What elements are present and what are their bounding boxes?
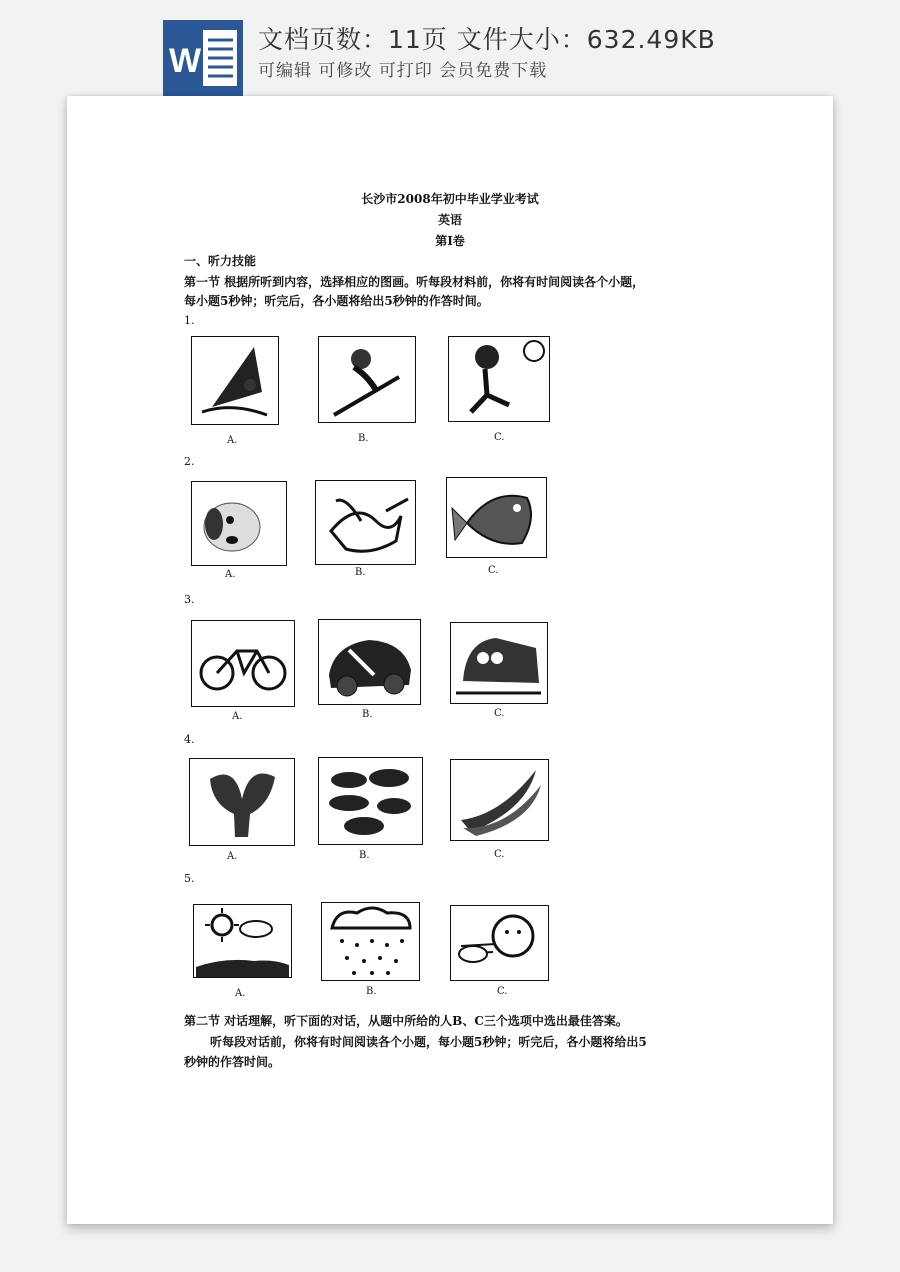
option-label: C.: [494, 432, 505, 443]
option-label: B.: [366, 986, 377, 997]
vegetable-image: [189, 758, 295, 846]
part2-instruction-line3: 秒钟的作答时间。: [184, 1055, 281, 1069]
document-page: [67, 96, 833, 1224]
option-label: A.: [225, 569, 236, 580]
option-label: B.: [362, 709, 373, 720]
train-image: [450, 622, 548, 704]
part1-instruction-line1: 第一节 根据所听到内容，选择相应的图画。听每段材料前，你将有时间阅读各个小题，: [184, 275, 645, 289]
svg-text:W: W: [169, 42, 202, 80]
part2-instruction-line1: 第二节 对话理解，听下面的对话，从题中所给的人B、C三个选项中选出最佳答案。: [184, 1014, 628, 1028]
question-number: 4.: [184, 733, 195, 746]
part2-instruction-line2: 听每段对话前，你将有时间阅读各个小题，每小题5秒钟；听完后，各小题将给出5: [210, 1035, 647, 1049]
question-number: 5.: [184, 872, 195, 885]
download-banner: [0, 0, 900, 96]
option-label: A.: [227, 435, 238, 446]
car-image: [318, 619, 421, 705]
fish-image: [446, 477, 547, 558]
option-label: C.: [488, 565, 499, 576]
option-label: A.: [227, 851, 238, 862]
question-number: 2.: [184, 455, 195, 468]
option-label: B.: [358, 433, 369, 444]
rainy-image: [321, 902, 420, 981]
sunny-image: [193, 904, 292, 978]
file-info-subtitle: 可编辑 可修改 可打印 会员免费下载: [258, 61, 548, 81]
option-label: B.: [359, 850, 370, 861]
dog-image: [191, 481, 287, 566]
exam-volume: 第Ⅰ卷: [435, 234, 465, 248]
windy-image: [450, 905, 549, 981]
word-document-icon: [163, 20, 243, 96]
exam-subject: 英语: [437, 213, 462, 227]
file-info-title: 文档页数：11页 文件大小：632.49KB: [258, 25, 716, 54]
bananas-image: [450, 759, 549, 841]
option-label: A.: [235, 988, 246, 999]
question-number: 1.: [184, 314, 195, 327]
option-label: B.: [355, 567, 366, 578]
part1-instruction-line2: 每小题5秒钟；听完后，各小题将给出5秒钟的作答时间。: [184, 294, 489, 308]
option-label: C.: [497, 986, 508, 997]
dove-image: [315, 480, 416, 565]
bicycle-image: [191, 620, 295, 707]
question-number: 3.: [184, 593, 195, 606]
section-heading: 一、听力技能: [184, 254, 257, 268]
exam-title: 长沙市2008年初中毕业学业考试: [361, 192, 539, 206]
windsurfing-image: [191, 336, 279, 425]
skiing-image: [318, 336, 416, 423]
option-label: C.: [494, 708, 505, 719]
potatoes-image: [318, 757, 423, 845]
option-label: A.: [232, 711, 243, 722]
soccer-image: [448, 336, 550, 422]
option-label: C.: [494, 849, 505, 860]
